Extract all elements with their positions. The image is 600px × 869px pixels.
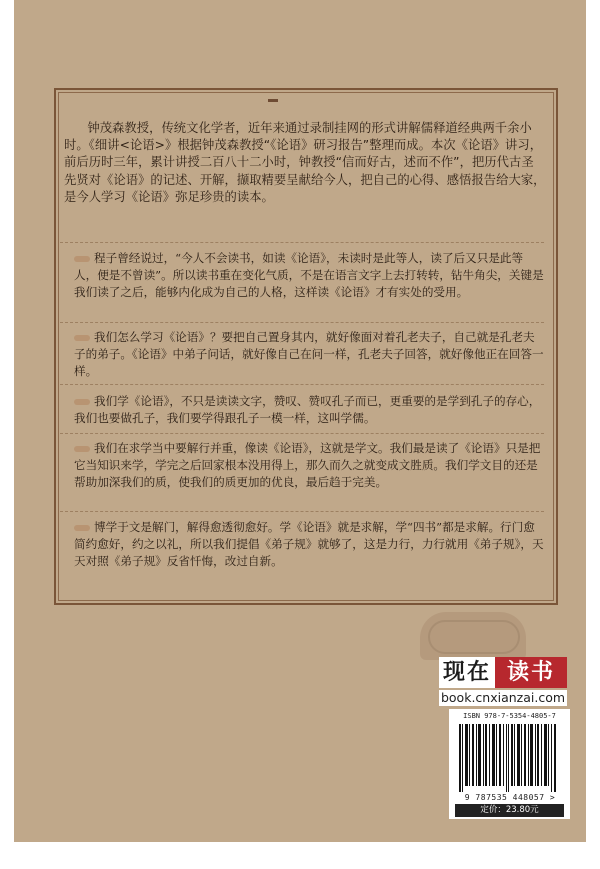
quote-bullet-icon bbox=[74, 335, 90, 341]
barcode-icon bbox=[459, 724, 559, 792]
quote-paragraph bbox=[74, 519, 544, 569]
quote-bullet-icon bbox=[74, 446, 90, 452]
author-introduction: 钟茂森教授，传统文化学者，近年来通过录制挂网的形式讲解儒释道经典两千余小时。《细讲<论语>》根据钟茂森教授“《论语》研习报告”整理而成。本次《论语》讲习，前后历时三年，累计讲授二百八十二小时，钟教授“信而好古，述而不作”，把历代古圣先贤对《论语》的记述、开解，撷取精要呈献给今人，把自己的心得、感悟报告给大家，是今人学习《论语》弥足珍贵的读本。 bbox=[64, 121, 546, 204]
section-divider bbox=[60, 511, 544, 512]
section-divider bbox=[60, 322, 544, 323]
publisher-url: book.cnxianzai.com bbox=[440, 690, 566, 705]
publisher-logo-right: 读书 bbox=[495, 657, 567, 688]
ornament-mark bbox=[268, 99, 278, 102]
price-label: 定价：23.80元 bbox=[455, 804, 564, 817]
publisher-logo bbox=[439, 657, 567, 688]
quote-bullet-icon bbox=[74, 525, 90, 531]
section-divider bbox=[60, 384, 544, 385]
barcode-digits: 9 787535 448057 > bbox=[464, 793, 556, 802]
quote-paragraph bbox=[74, 250, 544, 300]
seal-stamp-icon bbox=[420, 612, 526, 660]
section-divider bbox=[60, 242, 544, 243]
quote-paragraph bbox=[74, 440, 544, 490]
barcode-panel bbox=[449, 709, 570, 819]
quote-bullet-icon bbox=[74, 256, 90, 262]
quote-text: 我们怎么学习《论语》？要把自己置身其内，就好像面对着孔老夫子，自己就是孔老夫子的弟子。《论语》中弟子问话，就好像自己在问一样，孔老夫子回答，就好像他正在回答一样。 bbox=[74, 330, 544, 378]
quote-text: 程子曾经说过，“今人不会读书，如读《论语》，未读时是此等人，读了后又只是此等人，便是不曾读”。所以读书重在变化气质，不是在语言文字上去打转转，钻牛角尖，关键是我们读了之后，能够内化成为自己的人格，这样读《论语》才有实处的受用。 bbox=[74, 251, 544, 299]
quote-paragraph bbox=[74, 329, 544, 379]
section-divider bbox=[60, 433, 544, 434]
isbn-text: ISBN 978-7-5354-4805-7 bbox=[463, 712, 556, 720]
quote-paragraph bbox=[74, 393, 544, 427]
quote-text: 我们学《论语》，不只是读读文字，赞叹、赞叹孔子而已，更重要的是学到孔子的存心，我们也要做孔子，我们要学得跟孔子一模一样，这叫学儒。 bbox=[74, 394, 541, 425]
publisher-logo-left: 现在 bbox=[439, 657, 495, 688]
quote-bullet-icon bbox=[74, 399, 90, 405]
quote-text: 博学于文是解门，解得愈透彻愈好。学《论语》就是求解，学“四书”都是求解。行门愈简约愈好，约之以礼，所以我们提倡《弟子规》就够了，这是力行，力行就用《弟子规》，天天对照《弟子规》反省忏悔，改过自新。 bbox=[74, 520, 544, 568]
quote-text: 我们在求学当中要解行并重，像读《论语》，这就是学文。我们最是读了《论语》只是把它当知识来学，学完之后回家根本没用得上，那久而久之就变成文胜质。我们学文目的还是帮助加深我们的质，使我们的质更加的优良，最后趋于完美。 bbox=[74, 441, 541, 489]
